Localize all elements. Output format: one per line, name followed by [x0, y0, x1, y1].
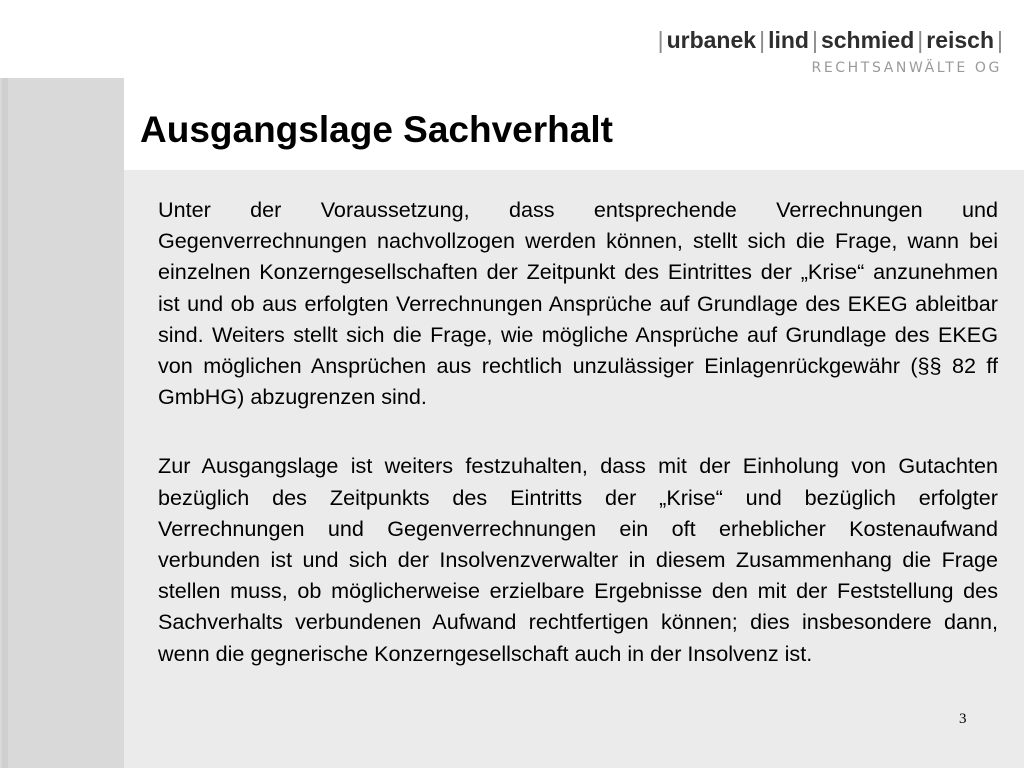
- left-bar-stripe: [2, 78, 8, 768]
- logo-firm-urbanek: urbanek: [666, 27, 757, 53]
- logo-subtitle: RECHTSANWÄLTE OG: [811, 60, 1002, 76]
- logo-firm-lind: lind: [768, 27, 809, 53]
- left-decorative-bar: [0, 78, 124, 768]
- logo-separator: |: [917, 27, 924, 53]
- body-paragraph-2: Zur Ausgangslage ist weiters festzuhalten, dass mit der Einholung von Gutachten bezüglich des Zeitpunkts des Eintritts der „Krise“ und bezüglich erfolgter Verrechnungen und Gegenverrechnungen ein oft erheblicher Kostenaufwand verbunden ist und sich der Insolvenzverwalter in diesem Zusammenhang die Frage stellen muss, ob möglicherweise erzielbare Ergebnisse den mit der Feststellung des Sachverhalts verbundenen Aufwand rechtfertigen können; dies insbesondere dann, wenn die gegnerische Konzerngesellschaft auch in der Insolvenz ist.: [158, 453, 998, 666]
- logo-separator: |: [657, 27, 664, 53]
- logo-separator: |: [759, 27, 766, 53]
- slide-body: [158, 194, 998, 669]
- logo-firm-reisch: reisch: [926, 27, 995, 53]
- logo-firm-names: [655, 26, 1006, 54]
- slide-title: Ausgangslage Sachverhalt: [140, 109, 613, 150]
- page-number: 3: [959, 711, 967, 727]
- logo-firm-schmied: schmied: [820, 27, 915, 53]
- firm-logo: [655, 26, 1006, 76]
- logo-separator: |: [997, 27, 1003, 53]
- body-paragraph-1: Unter der Voraussetzung, dass entsprechende Verrechnungen und Gegenverrechnungen nachvollzogen werden können, stellt sich die Frage, wann bei einzelnen Konzerngesellschaften der Zeitpunkt des Eintrittes der „Krise“ anzunehmen ist und ob aus erfolgten Verrechnungen Ansprüche auf Grundlage des EKEG ableitbar sind. Weiters stellt sich die Frage, wie mögliche Ansprüche auf Grundlage des EKEG von möglichen Ansprüchen aus rechtlich unzulässiger Einlagenrückgewähr (§§ 82 ff GmbHG) abzugrenzen sind.: [158, 197, 998, 410]
- logo-separator: |: [811, 27, 818, 53]
